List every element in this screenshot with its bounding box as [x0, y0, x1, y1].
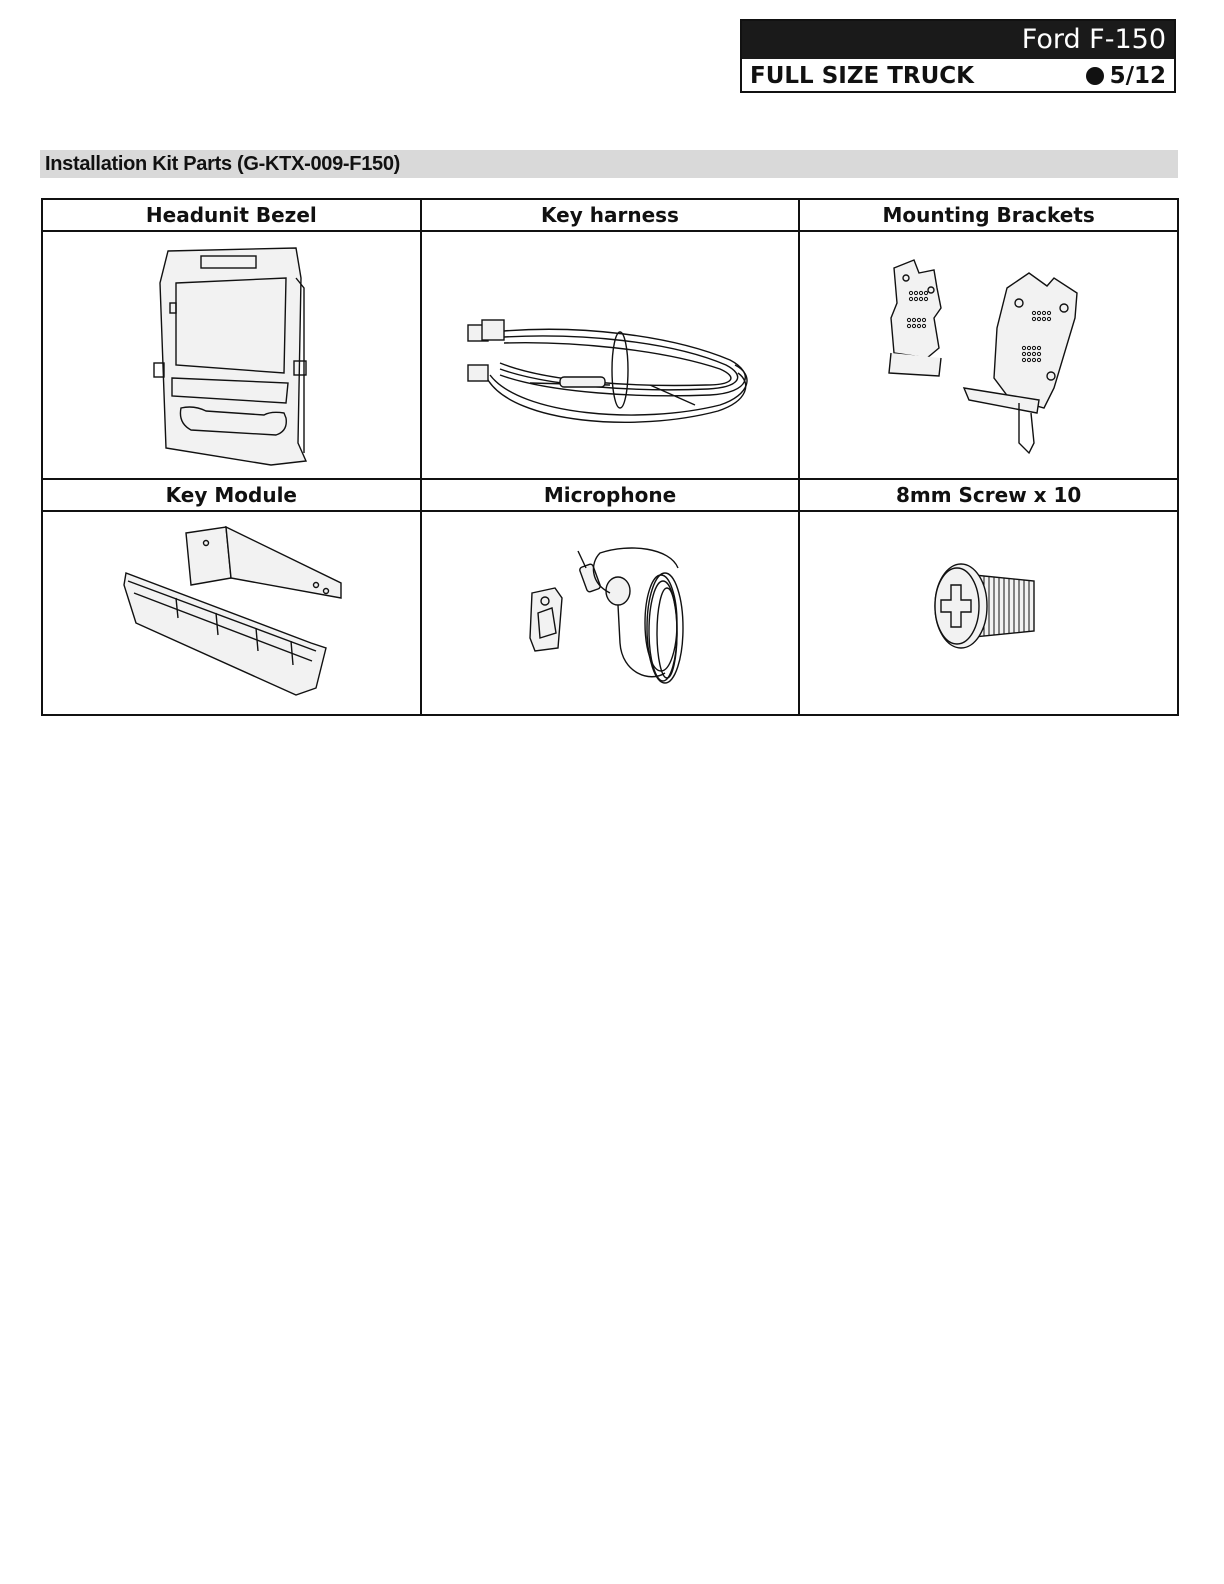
header-bottom-row — [742, 59, 1174, 93]
vehicle-category: FULL SIZE TRUCK — [750, 63, 975, 89]
part-image-brackets — [799, 231, 1178, 479]
screw-icon — [899, 523, 1079, 703]
part-image-bezel — [42, 231, 421, 479]
part-label-brackets: Mounting Brackets — [799, 199, 1178, 231]
part-label-key-module: Key Module — [42, 479, 421, 511]
bracket-icon — [879, 248, 1099, 463]
vehicle-model: Ford F-150 — [742, 21, 1174, 59]
part-image-screw — [799, 511, 1178, 715]
parts-table — [41, 198, 1179, 716]
part-label-screw: 8mm Screw x 10 — [799, 479, 1178, 511]
microphone-icon — [520, 523, 700, 703]
part-label-harness: Key harness — [421, 199, 800, 231]
part-label-microphone: Microphone — [421, 479, 800, 511]
page-indicator — [1086, 63, 1166, 89]
part-image-harness — [421, 231, 800, 479]
bullet-icon — [1086, 67, 1104, 85]
page-header — [740, 19, 1176, 93]
page-number: 5/12 — [1109, 63, 1166, 89]
part-image-microphone — [421, 511, 800, 715]
part-label-bezel: Headunit Bezel — [42, 199, 421, 231]
part-image-key-module — [42, 511, 421, 715]
key-module-icon — [116, 523, 346, 703]
harness-icon — [460, 265, 760, 445]
section-title: Installation Kit Parts (G-KTX-009-F150) — [40, 150, 1178, 178]
bezel-icon — [146, 243, 316, 468]
